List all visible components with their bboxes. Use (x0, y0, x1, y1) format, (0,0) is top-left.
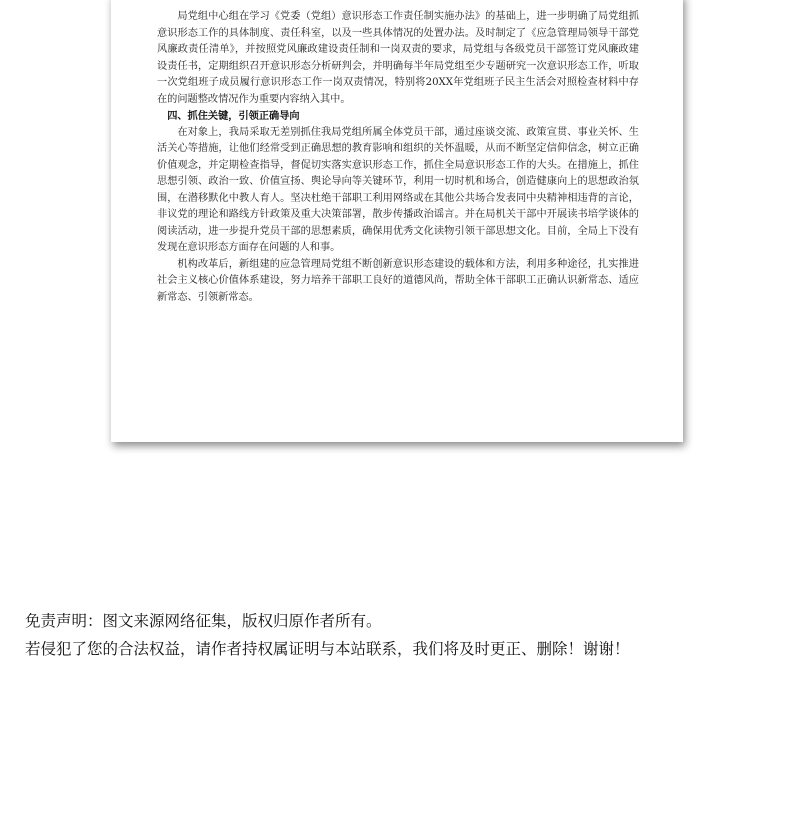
disclaimer-line-1: 免责声明：图文来源网络征集，版权归原作者所有。 (25, 612, 382, 630)
section-heading-four: 四、抓住关键，引领正确导向 (167, 110, 300, 122)
paragraph-guidance-measures: 在对象上，我局采取无差别抓住我局党组所属全体党员干部，通过座谈交流、政策宣贯、事业关怀、生活关心等措施，让他们经常受到正确思想的教育影响和组织的关怀温暖，从而不断坚定信仰信念，树立正确价值观念，并定期检查指导，督促切实落实意识形态工作，抓住全局意识形态工作的大头。在措施上，抓住思想引领、政治一致、价值宣扬、舆论导向等关键环节，利用一切时机和场合，创造健康向上的思想政治氛围，在潜移默化中教人育人。坚决杜绝干部职工利用网络或在其他公共场合发表同中央精神相违背的言论，非议党的理论和路线方针政策及重大决策部署，散步传播政治谣言。并在局机关干部中开展读书培学谈体的阅读活动，进一步提升党员干部的思想素质，确保用优秀文化读物引领干部思想文化。目前，全局上下没有发现在意识形态方面存在问题的人和事。 (157, 126, 639, 253)
paragraph-institutional-reform: 机构改革后，新组建的应急管理局党组不断创新意识形态建设的载体和方法，利用多种途径，扎实推进社会主义核心价值体系建设，努力培养干部职工良好的道德风尚，帮助全体干部职工正确认识新常态、适应新常态、引领新常态。 (157, 258, 639, 303)
disclaimer-line-2: 若侵犯了您的合法权益，请作者持权属证明与本站联系，我们将及时更正、删除！谢谢！ (25, 640, 630, 658)
paragraph-party-group-study: 局党组中心组在学习《党委（党组）意识形态工作责任制实施办法》的基础上，进一步明确了局党组抓意识形态工作的具体制度、责任科室，以及一些具体情况的处置办法。及时制定了《应急管理局领导干部党风廉政责任清单》，并按照党风廉政建设责任制和一岗双责的要求，局党组与各级党员干部签订党风廉政建设责任书，定期组织召开意识形态分析研判会，并明确每半年局党组至少专题研究一次意识形态工作，听取一次党组班子成员履行意识形态工作一岗双责情况，特别将20XX年党组班子民主生活会对照检查材料中存在的问题整改情况作为重要内容纳入其中。 (157, 11, 639, 105)
document-body (157, 9, 639, 306)
disclaimer (25, 607, 785, 663)
document-page (111, 0, 683, 442)
